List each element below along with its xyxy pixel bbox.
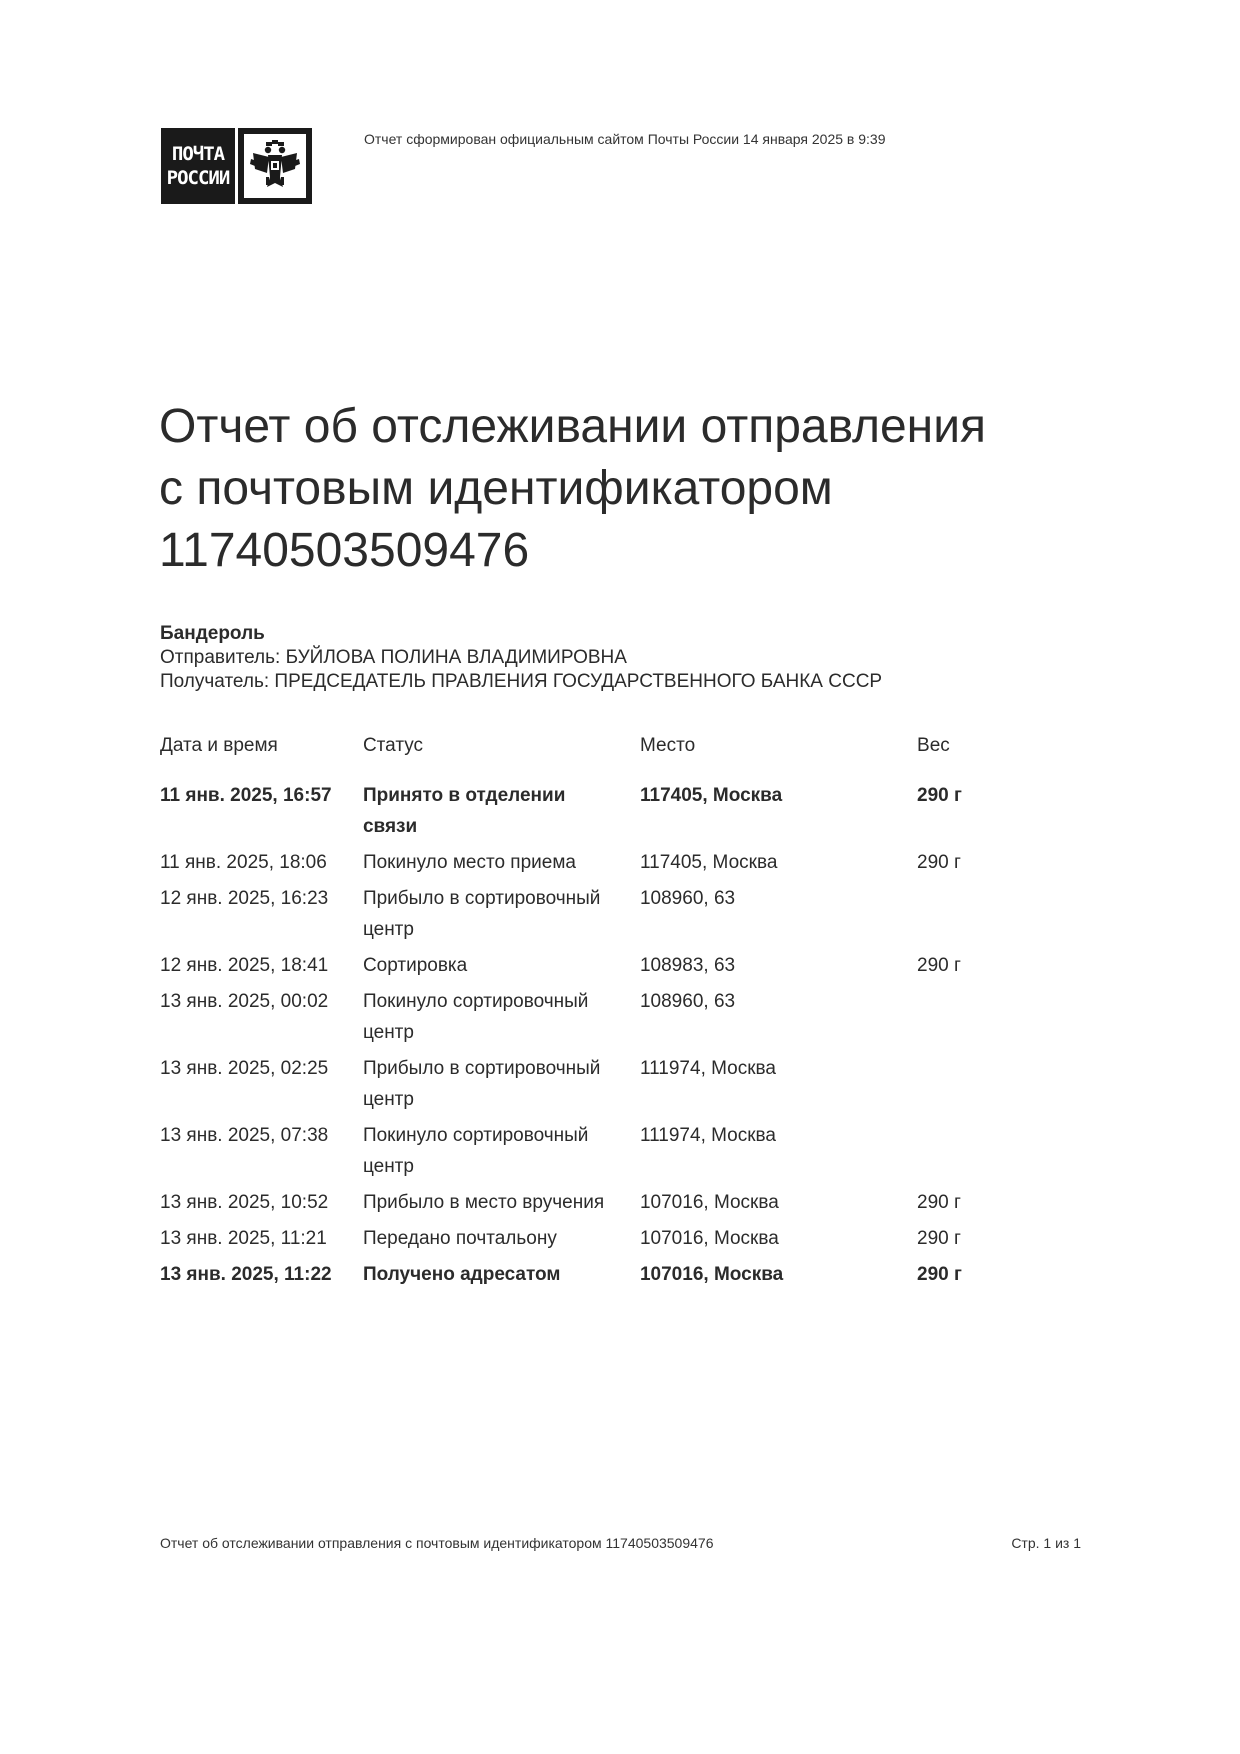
sender: Отправитель: БУЙЛОВА ПОЛИНА ВЛАДИМИРОВНА <box>160 647 627 668</box>
event-place: 111974, Москва <box>639 1058 776 1079</box>
header-weight: Вес <box>917 735 950 756</box>
report-generated-note: Отчет сформирован официальным сайтом Почты России 14 января 2025 в 9:39 <box>364 131 886 147</box>
table-row <box>160 1053 1120 1120</box>
event-place: 108983, 63 <box>639 955 736 976</box>
event-weight <box>917 1053 1120 1120</box>
recipient: Получатель: ПРЕДСЕДАТЕЛЬ ПРАВЛЕНИЯ ГОСУДАРСТВЕННОГО БАНКА СССР <box>160 671 883 692</box>
table-row <box>160 780 1120 847</box>
event-date: 11 янв. 2025, 18:06 <box>160 852 327 873</box>
title-line-1: Отчет об отслеживании отправления <box>159 400 986 453</box>
event-weight: 290 г <box>917 955 961 976</box>
table-row <box>160 950 1120 986</box>
event-weight: 290 г <box>917 1192 961 1213</box>
pochta-rossii-logo <box>161 128 312 204</box>
event-place: 111974, Москва <box>639 1125 776 1146</box>
event-weight <box>917 1120 1120 1187</box>
event-status: Покинуло место приема <box>362 852 576 873</box>
event-status: Покинуло сортировочный центр <box>362 991 589 1043</box>
title-line-2: с почтовым идентификатором <box>159 462 833 515</box>
event-status: Прибыло в сортировочный центр <box>362 1058 601 1110</box>
event-weight <box>917 986 1120 1053</box>
event-date: 13 янв. 2025, 07:38 <box>160 1125 329 1146</box>
header-date: Дата и время <box>160 735 278 756</box>
event-date: 12 янв. 2025, 18:41 <box>160 955 329 976</box>
event-status: Сортировка <box>362 955 468 976</box>
event-status: Получено адресатом <box>362 1264 561 1285</box>
table-row <box>160 1120 1120 1187</box>
page-number: Стр. 1 из 1 <box>1011 1535 1081 1551</box>
page-title <box>159 396 1059 582</box>
event-date: 13 янв. 2025, 11:22 <box>160 1264 332 1285</box>
event-place: 108960, 63 <box>639 991 736 1012</box>
shipment-info <box>160 622 882 694</box>
event-weight: 290 г <box>917 852 961 873</box>
event-status: Принято в отделении связи <box>362 785 566 837</box>
footer-report-title: Отчет об отслеживании отправления с почтовым идентификатором 11740503509476 <box>160 1535 714 1551</box>
event-weight: 290 г <box>917 785 962 806</box>
event-status: Прибыло в место вручения <box>362 1192 605 1213</box>
table-row <box>160 847 1120 883</box>
logo-wordmark <box>161 128 235 204</box>
event-date: 13 янв. 2025, 10:52 <box>160 1192 329 1213</box>
event-status: Покинуло сортировочный центр <box>362 1125 589 1177</box>
logo-line-1: ПОЧТА <box>171 143 225 165</box>
table-row <box>160 986 1120 1053</box>
double-headed-eagle-icon <box>238 128 312 204</box>
event-place: 117405, Москва <box>639 852 778 873</box>
event-weight: 290 г <box>917 1264 962 1285</box>
event-status: Прибыло в сортировочный центр <box>362 888 601 940</box>
logo-line-2: РОССИИ <box>166 167 230 189</box>
tracking-events-table <box>160 734 1120 1295</box>
event-date: 12 янв. 2025, 16:23 <box>160 888 329 909</box>
event-date: 13 янв. 2025, 02:25 <box>160 1058 329 1079</box>
event-date: 13 янв. 2025, 00:02 <box>160 991 329 1012</box>
event-place: 107016, Москва <box>639 1264 784 1285</box>
event-place: 108960, 63 <box>639 888 736 909</box>
event-place: 107016, Москва <box>639 1192 779 1213</box>
event-place: 107016, Москва <box>639 1228 779 1249</box>
tracking-number: 11740503509476 <box>159 524 530 577</box>
event-status: Передано почтальону <box>362 1228 557 1249</box>
table-row <box>160 1223 1120 1259</box>
table-row <box>160 1259 1120 1295</box>
header-status: Статус <box>362 735 424 756</box>
table-row <box>160 1187 1120 1223</box>
event-date: 11 янв. 2025, 16:57 <box>160 785 332 806</box>
event-weight: 290 г <box>917 1228 961 1249</box>
event-place: 117405, Москва <box>639 785 783 806</box>
shipment-type: Бандероль <box>160 623 265 644</box>
event-weight <box>917 883 1120 950</box>
table-row <box>160 883 1120 950</box>
table-header-row <box>160 734 1120 780</box>
header-place: Место <box>639 735 696 756</box>
event-date: 13 янв. 2025, 11:21 <box>160 1228 327 1249</box>
